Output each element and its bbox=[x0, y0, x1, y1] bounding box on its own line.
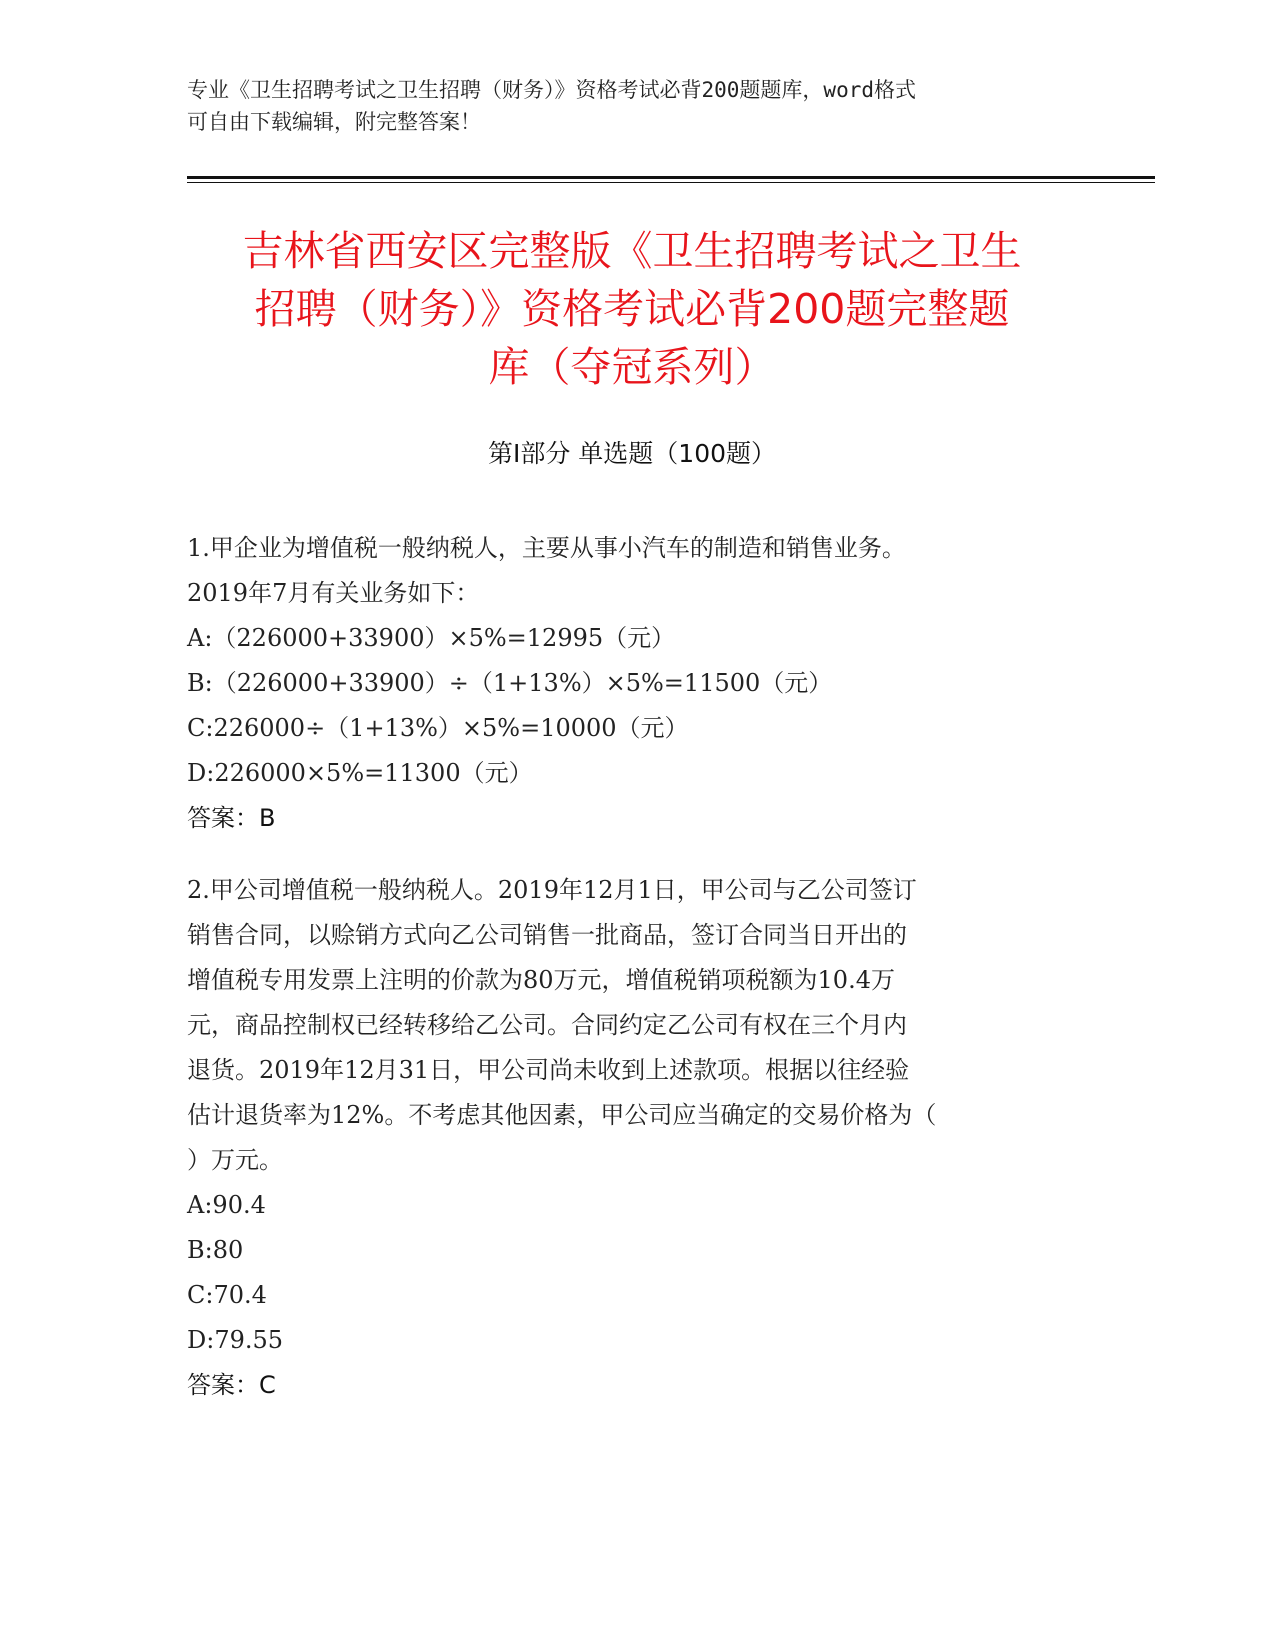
option-b: B:（226000+33900）÷（1+13%）×5%=11500（元） bbox=[187, 669, 833, 697]
document-title-line: 招聘（财务）》资格考试必背200题完整题 bbox=[254, 285, 1010, 333]
question-stem-line: 增值税专用发票上注明的价款为80万元，增值税销项税额为10.4万 bbox=[187, 966, 895, 994]
question-stem-line: 销售合同，以赊销方式向乙公司销售一批商品，签订合同当日开出的 bbox=[187, 921, 907, 949]
question-stem-line: 估计退货率为12%。不考虑其他因素，甲公司应当确定的交易价格为（ bbox=[187, 1101, 937, 1129]
document-title bbox=[187, 222, 1077, 396]
document-title-line: 吉林省西安区完整版《卫生招聘考试之卫生 bbox=[242, 227, 1022, 275]
option-d: D:226000×5%=11300（元） bbox=[187, 759, 533, 787]
option-b: B:80 bbox=[187, 1236, 244, 1264]
option-a: A:（226000+33900）×5%=12995（元） bbox=[187, 624, 676, 652]
header-divider-thin bbox=[187, 182, 1155, 183]
question-2 bbox=[187, 868, 1087, 1408]
header-note-line: 可自由下载编辑，附完整答案！ bbox=[187, 110, 481, 134]
option-d: D:79.55 bbox=[187, 1326, 284, 1354]
document-title-line: 库（夺冠系列） bbox=[488, 343, 776, 391]
question-stem-line: 退货。2019年12月31日，甲公司尚未收到上述款项。根据以往经验 bbox=[187, 1056, 910, 1084]
question-stem-line: 2019年7月有关业务如下： bbox=[187, 579, 480, 607]
answer-label: 答案：B bbox=[187, 804, 276, 832]
header-divider-thick bbox=[187, 176, 1155, 179]
option-c: C:70.4 bbox=[187, 1281, 267, 1309]
header-note-line: 专业《卫生招聘考试之卫生招聘（财务）》资格考试必背200题题库，word格式 bbox=[187, 78, 916, 102]
question-1 bbox=[187, 526, 1087, 841]
answer-label: 答案：C bbox=[187, 1371, 276, 1399]
section-title: 第Ⅰ部分 单选题（100题） bbox=[487, 439, 777, 468]
header-note bbox=[187, 74, 1087, 138]
question-stem-line: 1.甲企业为增值税一般纳税人，主要从事小汽车的制造和销售业务。 bbox=[187, 534, 906, 562]
option-c: C:226000÷（1+13%）×5%=10000（元） bbox=[187, 714, 689, 742]
option-a: A:90.4 bbox=[187, 1191, 266, 1219]
question-stem-line: 元，商品控制权已经转移给乙公司。合同约定乙公司有权在三个月内 bbox=[187, 1011, 907, 1039]
question-stem-line: ）万元。 bbox=[187, 1146, 283, 1174]
question-stem-line: 2.甲公司增值税一般纳税人。2019年12月1日，甲公司与乙公司签订 bbox=[187, 876, 917, 904]
